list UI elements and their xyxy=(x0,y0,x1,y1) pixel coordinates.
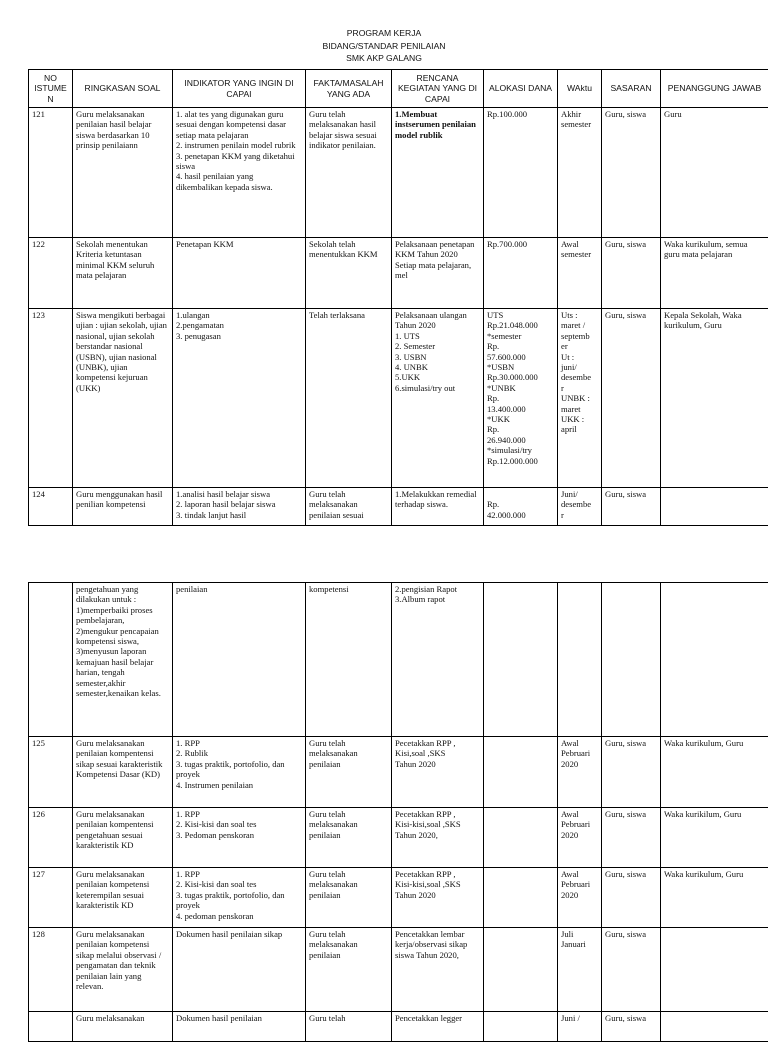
cell-pj xyxy=(661,928,768,1012)
cell-ringkasan: pengetahuan yang dilakukan untuk : 1)memperbaiki proses pembelajaran, 2)mengukur pencapaian kompetensi siswa, 3)menyusun laporan kemajuan hasil belajar harian, tengah semester,akhir semester,kenaikan kelas. xyxy=(73,583,173,737)
cell-pj xyxy=(661,583,768,737)
cell-alokasi xyxy=(484,583,558,737)
cell-waktu: Juni/ desembe r xyxy=(558,488,602,526)
cell-waktu: Uts : maret / septemb er Ut : juni/ desembe r UNBK : maret UKK : april xyxy=(558,309,602,488)
cell-waktu: Akhir semester xyxy=(558,108,602,238)
cell-fakta: Telah terlaksana xyxy=(306,309,392,488)
cell-ringkasan: Guru melaksanakan penilaian kompentensi pengetahuan sesuai karakteristik KD xyxy=(73,808,173,868)
cell-alokasi xyxy=(484,737,558,808)
cell-sasaran: Guru, siswa xyxy=(602,868,661,928)
cell-waktu: Awal Pebruari 2020 xyxy=(558,808,602,868)
cell-waktu: Awal semester xyxy=(558,238,602,309)
cell-fakta: Guru telah melaksanakan penilaian xyxy=(306,737,392,808)
table-row xyxy=(29,737,768,808)
page-gap xyxy=(0,556,768,582)
cell-indikator: 1. RPP 2. Kisi-kisi dan soal tes 3. tugas praktik, portofolio, dan proyek 4. pedoman penskoran xyxy=(173,868,306,928)
cell-sasaran: Guru, siswa xyxy=(602,1012,661,1042)
col-header-sasaran: SASARAN xyxy=(602,70,661,108)
cell-pj xyxy=(661,1012,768,1042)
cell-rencana: 2.pengisian Rapot 3.Album rapot xyxy=(392,583,484,737)
cell-sasaran: Guru, siswa xyxy=(602,808,661,868)
cell-alokasi: Rp.100.000 xyxy=(484,108,558,238)
cell-rencana: 1.Melakukkan remedial terhadap siswa. xyxy=(392,488,484,526)
col-header-indikator: INDIKATOR YANG INGIN DI CAPAI xyxy=(173,70,306,108)
document-page-2 xyxy=(0,582,768,1024)
cell-rencana: Pecetakkan RPP , Kisi,soal ,SKS Tahun 2020 xyxy=(392,737,484,808)
cell-pj: Waka kurikulum, Guru xyxy=(661,868,768,928)
cell-sasaran: Guru, siswa xyxy=(602,737,661,808)
cell-waktu xyxy=(558,583,602,737)
cell-no: 125 xyxy=(29,737,73,808)
cell-sasaran: Guru, siswa xyxy=(602,488,661,526)
cell-pj: Waka kurikulum, Guru xyxy=(661,737,768,808)
cell-ringkasan: Guru melaksanakan penilaian kompentensi sikap sesuai karakteristik Kompetensi Dasar (KD) xyxy=(73,737,173,808)
col-header-waktu: WAktu xyxy=(558,70,602,108)
cell-no: 127 xyxy=(29,868,73,928)
cell-no: 126 xyxy=(29,808,73,868)
cell-no: 123 xyxy=(29,309,73,488)
cell-ringkasan: Guru melaksanakan xyxy=(73,1012,173,1042)
cell-no xyxy=(29,583,73,737)
cell-rencana: Pecetakkan RPP , Kisi-kisi,soal ,SKS Tahun 2020, xyxy=(392,808,484,868)
cell-no: 121 xyxy=(29,108,73,238)
cell-rencana: Pencetakkan lembar kerja/observasi sikap siswa Tahun 2020, xyxy=(392,928,484,1012)
cell-ringkasan: Guru melaksanakan penilaian hasil belajar siswa berdasarkan 10 prinsip penilaiann xyxy=(73,108,173,238)
cell-waktu: Juni / xyxy=(558,1012,602,1042)
cell-alokasi xyxy=(484,868,558,928)
cell-no: 124 xyxy=(29,488,73,526)
cell-no: 122 xyxy=(29,238,73,309)
cell-rencana: Pecetakkan RPP , Kisi-kisi,soal ,SKS Tahun 2020 xyxy=(392,868,484,928)
cell-alokasi: Rp. 42.000.000 xyxy=(484,488,558,526)
table-row xyxy=(29,108,768,238)
col-header-pj: PENANGGUNG JAWAB xyxy=(661,70,768,108)
col-header-alokasi: ALOKASI DANA xyxy=(484,70,558,108)
cell-rencana: Pelaksanaan ulangan Tahun 2020 1. UTS 2. Semester 3. USBN 4. UNBK 5.UKK 6.simulasi/try out xyxy=(392,309,484,488)
cell-rencana: Pencetakkan legger xyxy=(392,1012,484,1042)
doc-title xyxy=(0,27,768,65)
cell-sasaran: Guru, siswa xyxy=(602,309,661,488)
cell-indikator: 1. RPP 2. Rublik 3. tugas praktik, portofolio, dan proyek 4. Instrumen penilaian xyxy=(173,737,306,808)
col-header-no: NO ISTUME N xyxy=(29,70,73,108)
cell-alokasi: Rp.700.000 xyxy=(484,238,558,309)
cell-waktu: Awal Pebruari 2020 xyxy=(558,737,602,808)
cell-rencana: Pelaksanaan penetapan KKM Tahun 2020 Setiap mata pelajaran, mel xyxy=(392,238,484,309)
cell-ringkasan: Sekolah menentukan Kriteria ketuntasan minimal KKM seluruh mata pelajaran xyxy=(73,238,173,309)
cell-indikator: Dokumen hasil penilaian sikap xyxy=(173,928,306,1012)
table-row xyxy=(29,1012,768,1042)
cell-fakta: Sekolah telah menentukkan KKM xyxy=(306,238,392,309)
table-row xyxy=(29,488,768,526)
cell-fakta: Guru telah melaksanakan penilaian xyxy=(306,868,392,928)
cell-alokasi: UTS Rp.21.048.000 *semester Rp. 57.600.000 *USBN Rp.30.000.000 *UNBK Rp. 13.400.000 *UKK Rp. 26.940.000 *simulasi/try Rp.12.000.000 xyxy=(484,309,558,488)
table-row xyxy=(29,928,768,1012)
cell-indikator: 1. alat tes yang digunakan guru sesuai dengan kompetensi dasar setiap mata pelajaran 2. instrumen penilain model rubrik 3. penetapan KKM yang diketahui siswa 4. hasil penilaian yang dikembalikan kepada siswa. xyxy=(173,108,306,238)
title-line-2: BIDANG/STANDAR PENILAIAN xyxy=(0,40,768,53)
cell-sasaran: Guru, siswa xyxy=(602,928,661,1012)
cell-sasaran xyxy=(602,583,661,737)
program-table-part-2 xyxy=(28,582,768,1042)
title-line-1: PROGRAM KERJA xyxy=(0,27,768,40)
cell-alokasi xyxy=(484,1012,558,1042)
cell-sasaran: Guru, siswa xyxy=(602,108,661,238)
cell-waktu: Awal Pebruari 2020 xyxy=(558,868,602,928)
cell-pj: Waka kurikilum, Guru xyxy=(661,808,768,868)
cell-no xyxy=(29,1012,73,1042)
cell-indikator: 1. RPP 2. Kisi-kisi dan soal tes 3. Pedoman penskoran xyxy=(173,808,306,868)
cell-indikator: penilaian xyxy=(173,583,306,737)
cell-fakta: Guru telah melaksanakan penilaian xyxy=(306,808,392,868)
cell-fakta: Guru telah melaksanakan hasil belajar siswa sesuai indikator penilaian. xyxy=(306,108,392,238)
cell-indikator: Dokumen hasil penilaian xyxy=(173,1012,306,1042)
table-row xyxy=(29,808,768,868)
cell-ringkasan: Guru melaksanakan penilaian kompetensi keterempilan sesuai karakteristik KD xyxy=(73,868,173,928)
cell-fakta: kompetensi xyxy=(306,583,392,737)
cell-indikator: 1.ulangan 2.pengamatan 3. penugasan xyxy=(173,309,306,488)
cell-ringkasan: Guru melaksanakan penilaian kompetensi sikap melalui observasi / pengamatan dan teknik penilaian lain yang relevan. xyxy=(73,928,173,1012)
title-line-3: SMK AKP GALANG xyxy=(0,52,768,65)
cell-pj: Waka kurikulum, semua guru mata pelajaran xyxy=(661,238,768,309)
program-table-part-1 xyxy=(28,69,768,526)
cell-indikator: 1.analisi hasil belajar siswa 2. laporan hasil belajar siswa 3. tindak lanjut hasil xyxy=(173,488,306,526)
cell-pj: Kepala Sekolah, Waka kurikulum, Guru xyxy=(661,309,768,488)
cell-waktu: Juli Januari xyxy=(558,928,602,1012)
cell-ringkasan: Siswa mengikuti berbagai ujian : ujian sekolah, ujian nasional, ujian sekolah berstandar nasional (USBN), ujian nasional (UNBK), ujian kompetensi kejuruan (UKK) xyxy=(73,309,173,488)
col-header-fakta: FAKTA/MASALAH YANG ADA xyxy=(306,70,392,108)
table-row xyxy=(29,309,768,488)
table-row xyxy=(29,238,768,309)
cell-indikator: Penetapan KKM xyxy=(173,238,306,309)
cell-alokasi xyxy=(484,808,558,868)
col-header-rencana: RENCANA KEGIATAN YANG DI CAPAI xyxy=(392,70,484,108)
cell-sasaran: Guru, siswa xyxy=(602,238,661,309)
table-row xyxy=(29,868,768,928)
cell-no: 128 xyxy=(29,928,73,1012)
cell-fakta: Guru telah melaksanakan penilaian xyxy=(306,928,392,1012)
col-header-ringkasan: RINGKASAN SOAL xyxy=(73,70,173,108)
cell-fakta: Guru telah xyxy=(306,1012,392,1042)
cell-rencana: 1.Membuat instserumen penilaian model rublik xyxy=(392,108,484,238)
cell-pj xyxy=(661,488,768,526)
table-row xyxy=(29,583,768,737)
cell-alokasi xyxy=(484,928,558,1012)
cell-pj: Guru xyxy=(661,108,768,238)
cell-ringkasan: Guru menggunakan hasil penilian kompetensi xyxy=(73,488,173,526)
cell-fakta: Guru telah melaksanakan penilaian sesuai xyxy=(306,488,392,526)
